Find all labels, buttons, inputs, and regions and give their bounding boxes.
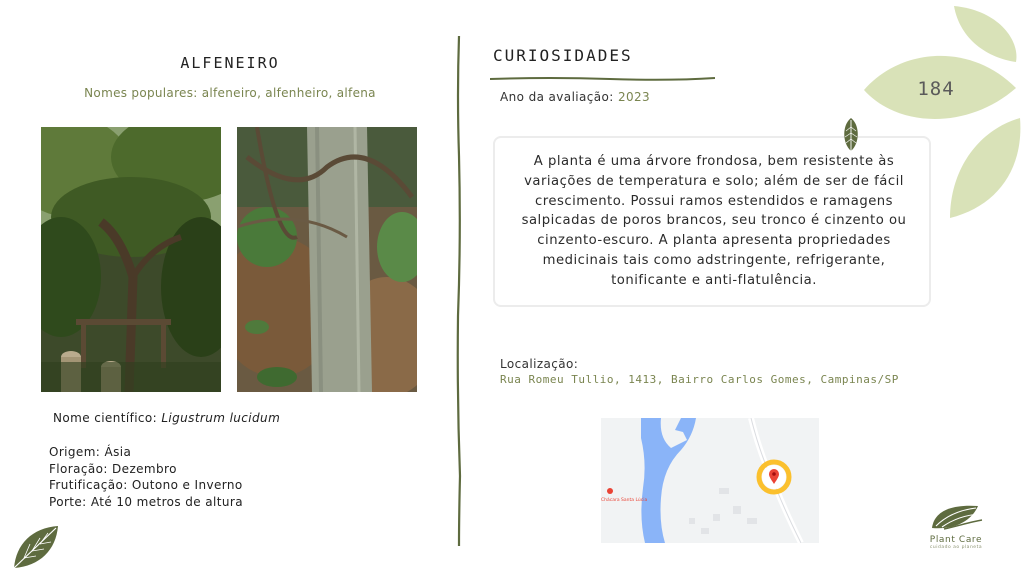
- map-place-label: Chácara Santa Lúcia: [601, 498, 648, 503]
- year-label: Ano da avaliação:: [500, 90, 614, 104]
- fact-fruiting: Frutificação: Outono e Inverno: [49, 478, 243, 492]
- plant-photo-tree: [41, 127, 221, 392]
- page-number: 184: [917, 78, 955, 100]
- scientific-name: [53, 411, 280, 425]
- vertical-divider: [454, 36, 464, 546]
- title-underline: [490, 68, 715, 76]
- curiosidades-title: CURIOSIDADES: [493, 46, 633, 65]
- location-address: Rua Romeu Tullio, 1413, Bairro Carlos Gomes, Campinas/SP: [500, 373, 899, 386]
- fact-size: Porte: Até 10 metros de altura: [49, 494, 243, 509]
- brand-name: Plant Care: [929, 535, 983, 545]
- leaf-icon: [10, 522, 62, 572]
- location-map[interactable]: [601, 418, 819, 543]
- evaluation-year: [500, 90, 650, 104]
- curiosidades-text: A planta é uma árvore frondosa, bem resistente às variações de temperatura e solo; além de ser de fácil crescimento. Possui ramos estendidos e ramagens salpicadas de poros brancos, seu tronco é cinzento ou cinzento-escuro. A planta apresenta propriedades medicinais tais como adstringente, refrigerante, tonificante e anti-flatulência.: [521, 154, 907, 288]
- fact-flowering: Floração: Dezembro: [49, 461, 177, 476]
- plant-facts: [49, 444, 243, 510]
- scientific-name-label: Nome científico:: [53, 411, 158, 425]
- fact-origin: Origem: Ásia: [49, 445, 132, 459]
- scientific-name-value: Ligustrum lucidum: [161, 411, 281, 425]
- popular-names: Nomes populares: alfeneiro, alfenheiro, alfena: [84, 86, 376, 100]
- plant-name-title: ALFENEIRO: [180, 54, 280, 72]
- year-value: 2023: [617, 90, 651, 104]
- location-label: Localização:: [500, 357, 579, 371]
- decorative-leaves: [858, 0, 1024, 230]
- map-pin-icon: [759, 462, 789, 492]
- plant-photo-trunk: [237, 127, 417, 392]
- brand-tagline: cuidado ao planeta: [929, 545, 983, 550]
